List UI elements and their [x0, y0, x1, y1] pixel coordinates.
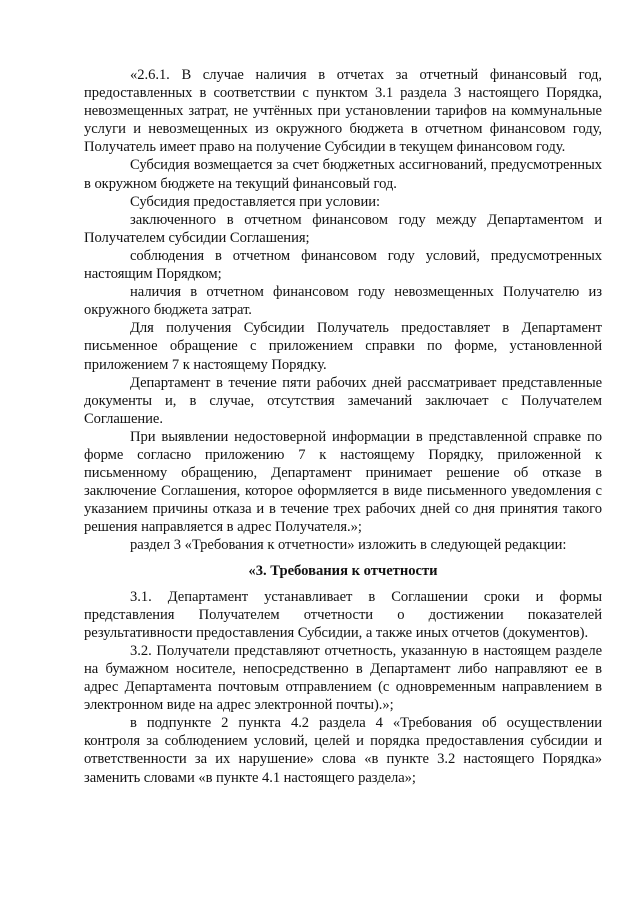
paragraph-2-6-1: «2.6.1. В случае наличия в отчетах за отчетный финансовый год, предоставленных в соответствии с пунктом 3.1 раздела 3 настоящего Порядка, невозмещенных затрат, не учтённых при установлении тарифов на коммунальные услуги и невозмещенных из окружного бюджета в отчетном финансовом году, Получатель имеет право на получение Субсидии в текущем финансовом году. [84, 67, 602, 156]
paragraph-3-1: 3.1. Департамент устанавливает в Соглашении сроки и формы представления Получателем отчетности о достижении показателей результативности предоставления Субсидии, а также иных отчетов (документов). [84, 588, 602, 641]
paragraph-refusal: При выявлении недостоверной информации в представленной справке по форме согласно приложению 7 к настоящему Порядку, приложенной к письменному обращению, Департамент принимает решение об отказе в заключение Соглашения, которое оформляется в виде письменного уведомления с указанием причины отказа и в течение трех рабочих дней со дня принятия такого решения направляется в адрес Получателя.»; [84, 428, 602, 536]
document-page [84, 66, 602, 787]
section-heading: «3. Требования к отчетности [248, 562, 438, 579]
paragraph-condition-compliance: соблюдения в отчетном финансовом году условий, предусмотренных настоящим Порядком; [84, 247, 602, 283]
paragraph-3-2: 3.2. Получатели представляют отчетность, указанную в настоящем разделе на бумажном носителе, непосредственно в Департамент либо направляют ее в адрес Департамента почтовым отправлением (с одновременным направлением в электронном виде на адрес электронной почты).»; [84, 642, 602, 714]
paragraph-review: Департамент в течение пяти рабочих дней рассматривает представленные документы и, в случае, отсутствия замечаний заключает с Получателем Соглашение. [84, 374, 602, 427]
paragraph-application: Для получения Субсидии Получатель предоставляет в Департамент письменное обращение с приложением справки по форме, установленной приложением 7 к настоящему Порядку. [84, 320, 602, 373]
paragraph-conditions-intro: Субсидия предоставляется при условии: [130, 193, 380, 210]
paragraph-condition-costs: наличия в отчетном финансовом году невозмещенных Получателю из окружного бюджета затрат. [84, 284, 602, 319]
paragraph-section3-amendment: раздел 3 «Требования к отчетности» изложить в следующей редакции: [130, 537, 567, 554]
paragraph-condition-agreement: заключенного в отчетном финансовом году между Департаментом и Получателем субсидии Соглашения; [84, 211, 602, 246]
paragraph-4-2-amendment: в подпункте 2 пункта 4.2 раздела 4 «Требования об осуществлении контроля за соблюдением условий, целей и порядка предоставления субсидии и ответственности за их нарушение» слова «в пункте 3.2 настоящего Порядка» заменить словами «в пункте 4.1 настоящего раздела»; [84, 715, 602, 786]
paragraph-subsidy-source: Субсидия возмещается за счет бюджетных ассигнований, предусмотренных в окружном бюджете на текущий финансовый год. [84, 157, 602, 192]
